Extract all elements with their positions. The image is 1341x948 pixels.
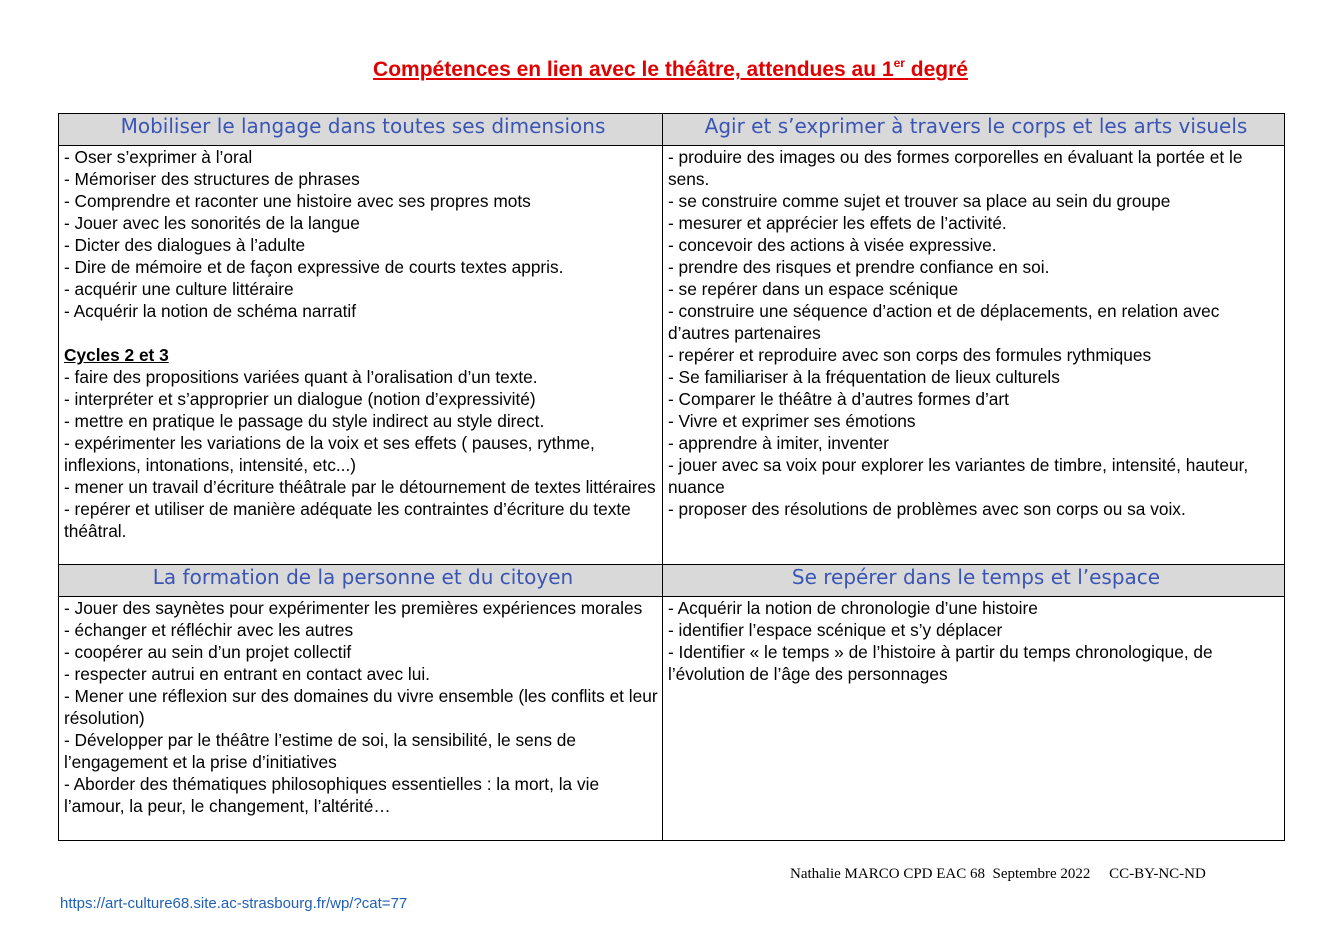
title-superscript: er [893,56,905,70]
list-item: - se construire comme sujet et trouver sa place au sein du groupe [668,191,1171,211]
list-item: - Comprendre et raconter une histoire avec ses propres mots [64,191,531,211]
list-item: - Comparer le théâtre à d’autres formes d’art [668,389,1009,409]
title-end: degré [904,58,968,81]
heading-temps: Se repérer dans le temps et l’espace [663,565,1285,597]
list-item: - Aborder des thématiques philosophiques essentielles : la mort, la vie l’amour, la peur, le changement, l’altérité… [64,774,600,816]
list-item: - produire des images ou des formes corporelles en évaluant la portée et le sens. [668,147,1243,189]
list-item: - respecter autrui en entrant en contact avec lui. [64,664,430,684]
heading-corps: Agir et s’exprimer à travers le corps et les arts visuels [663,114,1285,146]
list-item: - identifier l’espace scénique et s’y déplacer [668,620,1003,640]
list-item: - Dire de mémoire et de façon expressive de courts textes appris. [64,257,564,277]
list-item: - Jouer des saynètes pour expérimenter les premières expériences morales [64,598,643,618]
list-item: - prendre des risques et prendre confiance en soi. [668,257,1050,277]
spacer [64,322,662,344]
list-item: - Acquérir la notion de chronologie d’une histoire [668,598,1038,618]
list-item: - expérimenter les variations de la voix et ses effets ( pauses, rythme, inflexions, intonations, intensité, etc...) [64,433,595,475]
list-item: - échanger et réfléchir avec les autres [64,620,354,640]
cell-citoyen [59,597,663,841]
content-row-bottom [59,597,1285,841]
page-title [0,58,1341,82]
heading-row-bottom [59,565,1285,597]
cell-langage [59,146,663,565]
list-item: - apprendre à imiter, inventer [668,433,889,453]
list-item: - construire une séquence d’action et de déplacements, en relation avec d’autres partenaires [668,301,1220,343]
list-item: - Mémoriser des structures de phrases [64,169,360,189]
cell-corps [663,146,1285,565]
list-item: - concevoir des actions à visée expressive. [668,235,997,255]
list-item: - Vivre et exprimer ses émotions [668,411,916,431]
list-item: - mesurer et apprécier les effets de l’activité. [668,213,1007,233]
competences-table [58,113,1285,841]
heading-citoyen: La formation de la personne et du citoyen [59,565,663,597]
list-item: - repérer et utiliser de manière adéquate les contraintes d’écriture du texte théâtral. [64,499,631,541]
footer-credit: Nathalie MARCO CPD EAC 68 Septembre 2022 CC-BY-NC-ND [790,866,1206,882]
list-item: - repérer et reproduire avec son corps des formules rythmiques [668,345,1152,365]
list-item: - Dicter des dialogues à l’adulte [64,235,306,255]
list-item: - jouer avec sa voix pour explorer les variantes de timbre, intensité, hauteur, nuance [668,455,1249,497]
list-item: - Développer par le théâtre l’estime de soi, la sensibilité, le sens de l’engagement et la prise d’initiatives [64,730,576,772]
list-item: - proposer des résolutions de problèmes avec son corps ou sa voix. [668,499,1186,519]
list-item: - mettre en pratique le passage du style indirect au style direct. [64,411,545,431]
list-item: - acquérir une culture littéraire [64,279,294,299]
list-item: - mener un travail d’écriture théâtrale par le détournement de textes littéraires [64,477,656,497]
content-row-top [59,146,1285,565]
heading-row-top [59,114,1285,146]
list-item: - Mener une réflexion sur des domaines du vivre ensemble (les conflits et leur résolution) [64,686,658,728]
cycles-subheading: Cycles 2 et 3 [64,345,169,365]
list-item: - Acquérir la notion de schéma narratif [64,301,357,321]
list-item: - coopérer au sein d’un projet collectif [64,642,352,662]
list-item: - se repérer dans un espace scénique [668,279,959,299]
cell-temps [663,597,1285,841]
list-item: - Se familiariser à la fréquentation de lieux culturels [668,367,1060,387]
footer-link[interactable]: https://art-culture68.site.ac-strasbourg.fr/wp/?cat=77 [60,895,408,912]
title-text: Compétences en lien avec le théâtre, attendues au 1 [373,58,894,81]
list-item: - Oser s’exprimer à l’oral [64,147,253,167]
list-item: - Jouer avec les sonorités de la langue [64,213,360,233]
heading-langage: Mobiliser le langage dans toutes ses dimensions [59,114,663,146]
list-item: - Identifier « le temps » de l’histoire à partir du temps chronologique, de l’évolution de l’âge des personnages [668,642,1213,684]
list-item: - interpréter et s’approprier un dialogue (notion d’expressivité) [64,389,536,409]
list-item: - faire des propositions variées quant à l’oralisation d’un texte. [64,367,538,387]
